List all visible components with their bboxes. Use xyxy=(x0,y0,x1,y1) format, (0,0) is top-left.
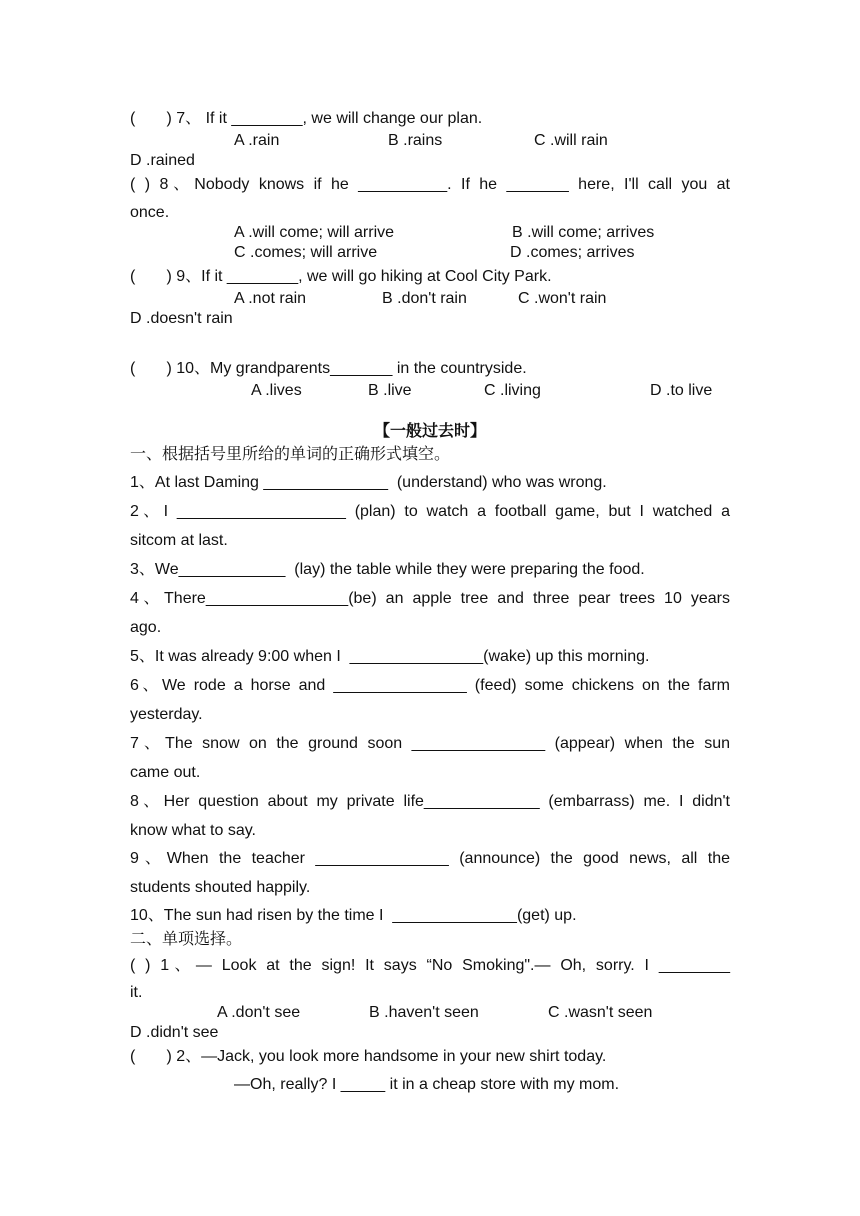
q10-stem: ( ) 10、My grandparents_______ in the countryside. xyxy=(130,360,527,377)
mc1-option-d: D .didn't see xyxy=(130,1024,219,1041)
q9-stem: ( ) 9、If it ________, we will go hiking at Cool City Park. xyxy=(130,268,552,285)
fill-item-5: 5、It was already 9:00 when I _______________(wake) up this morning. xyxy=(130,648,650,665)
q8-option-c: C .comes; will arrive xyxy=(234,244,378,261)
fill-item-8: 8、Her question about my private life_____________ (embarrass) me. I didn't xyxy=(130,793,730,810)
q10-option-b: B .live xyxy=(368,382,412,399)
fill-item-4-cont: ago. xyxy=(130,619,162,636)
part1-heading: 一、根据括号里所给的单词的正确形式填空。 xyxy=(130,444,451,463)
fill-item-6-cont: yesterday. xyxy=(130,706,203,723)
section-title: 【一般过去时】 xyxy=(373,423,486,440)
mc1-option-b: B .haven't seen xyxy=(369,1004,479,1021)
fill-item-3: 3、We____________ (lay) the table while they were preparing the food. xyxy=(130,561,645,578)
q7-stem: ( ) 7、 If it ________, we will change our plan. xyxy=(130,110,483,127)
mc2-stem-cont: —Oh, really? I _____ it in a cheap store with my mom. xyxy=(234,1076,620,1093)
q9-option-c: C .won't rain xyxy=(518,290,607,307)
q8-stem: ( ) 8、Nobody knows if he __________. If he _______ here, I'll call you at xyxy=(130,176,730,193)
q8-option-b: B .will come; arrives xyxy=(512,224,655,241)
q7-option-b: B .rains xyxy=(388,132,443,149)
fill-item-4: 4、There________________(be) an apple tree and three pear trees 10 years xyxy=(130,590,730,607)
mc2-stem: ( ) 2、—Jack, you look more handsome in your new shirt today. xyxy=(130,1048,607,1065)
q9-option-d: D .doesn't rain xyxy=(130,310,233,327)
mc1-stem: ( ) 1、— Look at the sign! It says “No Smoking".— Oh, sorry. I ________ xyxy=(130,957,730,974)
mc1-option-c: C .wasn't seen xyxy=(548,1004,653,1021)
fill-item-9-cont: students shouted happily. xyxy=(130,879,311,896)
fill-item-8-cont: know what to say. xyxy=(130,822,256,839)
q9-option-a: A .not rain xyxy=(234,290,307,307)
q10-option-c: C .living xyxy=(484,382,541,399)
q8-option-a: A .will come; will arrive xyxy=(234,224,395,241)
q10-option-a: A .lives xyxy=(251,382,302,399)
mc1-option-a: A .don't see xyxy=(217,1004,301,1021)
q10-option-d: D .to live xyxy=(650,382,713,399)
fill-item-7-cont: came out. xyxy=(130,764,201,781)
fill-item-10: 10、The sun had risen by the time I ______________(get) up. xyxy=(130,907,577,924)
part2-heading: 二、单项选择。 xyxy=(130,929,243,948)
fill-item-9: 9、When the teacher _______________ (announce) the good news, all the xyxy=(130,850,730,867)
q9-option-b: B .don't rain xyxy=(382,290,467,307)
q7-option-c: C .will rain xyxy=(534,132,608,149)
q8-stem-cont: once. xyxy=(130,204,170,221)
fill-item-7: 7、The snow on the ground soon _______________ (appear) when the sun xyxy=(130,735,730,752)
fill-item-1: 1、At last Daming ______________ (understand) who was wrong. xyxy=(130,474,607,491)
q7-option-d: D .rained xyxy=(130,152,195,169)
q7-option-a: A .rain xyxy=(234,132,280,149)
fill-item-6: 6、We rode a horse and _______________ (feed) some chickens on the farm xyxy=(130,677,730,694)
fill-item-2: 2、I ___________________ (plan) to watch a football game, but I watched a xyxy=(130,503,731,520)
q8-option-d: D .comes; arrives xyxy=(510,244,635,261)
fill-item-2-cont: sitcom at last. xyxy=(130,532,228,549)
mc1-stem-cont: it. xyxy=(130,984,143,1001)
